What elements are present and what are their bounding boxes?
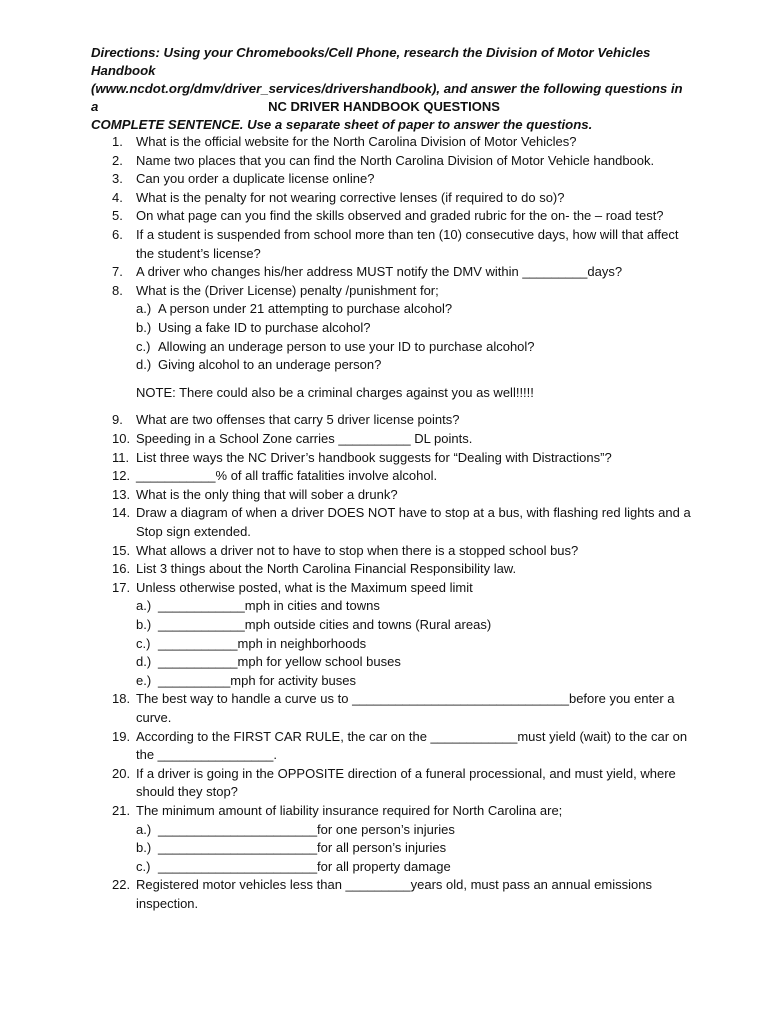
sub-question bbox=[0, 338, 700, 356]
question-number: 3. bbox=[112, 171, 123, 187]
question-line bbox=[0, 226, 700, 244]
sub-question-text: ______________________for all property damage bbox=[158, 858, 451, 874]
question-line bbox=[0, 467, 700, 485]
question-text: What is the penalty for not wearing corrective lenses (if required to do so)? bbox=[136, 189, 565, 205]
directions-line: Directions: Using your Chromebooks/Cell Phone, research the Division of Motor Vehicles Handbook bbox=[91, 45, 651, 78]
sub-question bbox=[0, 300, 700, 318]
question-text: the student’s license? bbox=[136, 245, 261, 261]
question-line bbox=[0, 560, 700, 578]
question-continuation bbox=[0, 746, 700, 764]
question-number: 5. bbox=[112, 208, 123, 224]
sub-question-letter: a.) bbox=[136, 821, 152, 837]
sub-question bbox=[0, 597, 700, 615]
question-continuation bbox=[0, 523, 700, 541]
sub-question bbox=[0, 839, 700, 857]
question-text: The best way to handle a curve us to ______________________________before you enter a bbox=[136, 691, 675, 707]
question-line bbox=[0, 579, 700, 597]
question-number: 20. bbox=[112, 765, 131, 781]
sub-question bbox=[0, 858, 700, 876]
directions-line: (www.ncdot.org/dmv/driver_services/drivershandbook), and answer the following questions in a bbox=[91, 81, 683, 114]
question-text: Speeding in a School Zone carries __________ DL points. bbox=[136, 431, 473, 446]
question-text: Unless otherwise posted, what is the Maximum speed limit bbox=[136, 579, 473, 595]
question-text: The minimum amount of liability insurance required for North Carolina are; bbox=[136, 803, 563, 818]
question-number: 14. bbox=[112, 505, 131, 521]
question-text: curve. bbox=[136, 710, 172, 725]
sub-question-letter: a.) bbox=[136, 598, 152, 614]
question-line bbox=[0, 765, 700, 783]
sub-question bbox=[0, 672, 700, 690]
sub-question-text: __________mph for activity buses bbox=[158, 672, 357, 688]
question-text: What allows a driver not to have to stop when there is a stopped school bus? bbox=[136, 542, 579, 558]
question-number: 11. bbox=[112, 449, 130, 465]
sub-question bbox=[0, 319, 700, 337]
question-number: 13. bbox=[112, 486, 131, 502]
question-line bbox=[0, 133, 700, 151]
question-continuation bbox=[0, 709, 700, 727]
question-line bbox=[0, 430, 700, 448]
sub-question-letter: b.) bbox=[136, 617, 152, 632]
question-line bbox=[0, 690, 700, 708]
sub-question bbox=[0, 356, 700, 374]
sub-question-text: ______________________for one person’s injuries bbox=[158, 821, 455, 837]
sub-question bbox=[0, 653, 700, 671]
question-line bbox=[0, 876, 700, 894]
sub-question bbox=[0, 821, 700, 839]
directions-paragraph bbox=[91, 44, 691, 134]
question-number: 17. bbox=[112, 579, 131, 595]
question-number: 1. bbox=[112, 134, 123, 149]
sub-question bbox=[0, 635, 700, 653]
question-text: A driver who changes his/her address MUST notify the DMV within _________days? bbox=[136, 264, 623, 280]
question-text: Registered motor vehicles less than _________years old, must pass an annual emissions bbox=[136, 877, 652, 893]
question-number: 2. bbox=[112, 152, 123, 168]
question-line bbox=[0, 449, 700, 467]
question-text: List three ways the NC Driver’s handbook suggests for “Dealing with Distractions”? bbox=[136, 449, 612, 465]
sub-question-text: ______________________for all person’s injuries bbox=[158, 840, 447, 856]
question-text: Can you order a duplicate license online? bbox=[136, 171, 375, 187]
question-line bbox=[0, 802, 700, 820]
directions-line: COMPLETE SENTENCE. Use a separate sheet of paper to answer the questions. bbox=[91, 117, 593, 132]
question-line bbox=[0, 263, 700, 281]
question-line bbox=[0, 170, 700, 188]
question-text: List 3 things about the North Carolina Financial Responsibility law. bbox=[136, 561, 517, 577]
note-line bbox=[0, 384, 700, 402]
sub-question-letter: c.) bbox=[136, 635, 151, 651]
question-line bbox=[0, 189, 700, 207]
question-text: According to the FIRST CAR RULE, the car on the ____________must yield (wait) to the car on bbox=[136, 728, 688, 744]
sub-question-letter: c.) bbox=[136, 858, 151, 874]
sub-question-letter: d.) bbox=[136, 654, 152, 670]
sub-question-letter: b.) bbox=[136, 840, 152, 856]
question-text: the ________________. bbox=[136, 747, 277, 763]
page-title: NC DRIVER HANDBOOK QUESTIONS bbox=[268, 99, 500, 114]
question-continuation bbox=[0, 895, 700, 913]
question-text: should they stop? bbox=[136, 784, 238, 800]
sub-question-text: ____________mph outside cities and towns (Rural areas) bbox=[158, 617, 492, 632]
sub-question bbox=[0, 616, 700, 634]
note-text: NOTE: There could also be a criminal charges against you as well!!!!! bbox=[136, 384, 534, 400]
question-text: What is the only thing that will sober a drunk? bbox=[136, 486, 398, 502]
question-text: Draw a diagram of when a driver DOES NOT have to stop at a bus, with flashing red lights and a bbox=[136, 505, 691, 521]
question-number: 16. bbox=[112, 561, 131, 577]
question-text: What is the official website for the North Carolina Division of Motor Vehicles? bbox=[136, 134, 577, 149]
sub-question-text: ___________mph for yellow school buses bbox=[158, 654, 401, 670]
question-line bbox=[0, 282, 700, 300]
question-number: 22. bbox=[112, 877, 131, 893]
question-number: 21. bbox=[112, 803, 131, 818]
question-text: If a driver is going in the OPPOSITE direction of a funeral processional, and must yield, where bbox=[136, 765, 676, 781]
question-line bbox=[0, 152, 700, 170]
question-number: 4. bbox=[112, 189, 123, 205]
sub-question-letter: c.) bbox=[136, 338, 151, 354]
sub-question-letter: a.) bbox=[136, 301, 152, 317]
question-text: If a student is suspended from school more than ten (10) consecutive days, how will that affect bbox=[136, 227, 679, 242]
question-line bbox=[0, 542, 700, 560]
sub-question-text: A person under 21 attempting to purchase alcohol? bbox=[158, 301, 453, 317]
question-line bbox=[0, 207, 700, 225]
question-number: 15. bbox=[112, 542, 131, 558]
question-line bbox=[0, 504, 700, 522]
question-text: Stop sign extended. bbox=[136, 524, 251, 539]
sub-question-text: Giving alcohol to an underage person? bbox=[158, 357, 382, 373]
sub-question-text: ___________mph in neighborhoods bbox=[158, 635, 367, 651]
question-text: What is the (Driver License) penalty /punishment for; bbox=[136, 282, 439, 298]
question-number: 10. bbox=[112, 431, 131, 446]
question-number: 18. bbox=[112, 691, 131, 707]
question-number: 7. bbox=[112, 264, 123, 280]
question-number: 8. bbox=[112, 282, 123, 298]
question-number: 12. bbox=[112, 468, 131, 484]
question-line bbox=[0, 728, 700, 746]
question-number: 6. bbox=[112, 227, 123, 242]
question-line bbox=[0, 486, 700, 504]
sub-question-letter: e.) bbox=[136, 672, 152, 688]
question-number: 9. bbox=[112, 412, 123, 428]
question-continuation bbox=[0, 245, 700, 263]
question-text: Name two places that you can find the North Carolina Division of Motor Vehicle handbook. bbox=[136, 152, 655, 168]
question-text: What are two offenses that carry 5 driver license points? bbox=[136, 412, 460, 428]
question-number: 19. bbox=[112, 728, 131, 744]
sub-question-text: Allowing an underage person to use your ID to purchase alcohol? bbox=[158, 338, 535, 354]
sub-question-text: ____________mph in cities and towns bbox=[158, 598, 380, 614]
question-line bbox=[0, 411, 700, 429]
question-text: ___________% of all traffic fatalities involve alcohol. bbox=[136, 468, 438, 484]
question-continuation bbox=[0, 783, 700, 801]
sub-question-letter: d.) bbox=[136, 357, 152, 373]
question-text: On what page can you find the skills observed and graded rubric for the on- the – road test? bbox=[136, 208, 664, 224]
sub-question-letter: b.) bbox=[136, 320, 152, 335]
sub-question-text: Using a fake ID to purchase alcohol? bbox=[158, 320, 371, 335]
question-text: inspection. bbox=[136, 896, 199, 911]
